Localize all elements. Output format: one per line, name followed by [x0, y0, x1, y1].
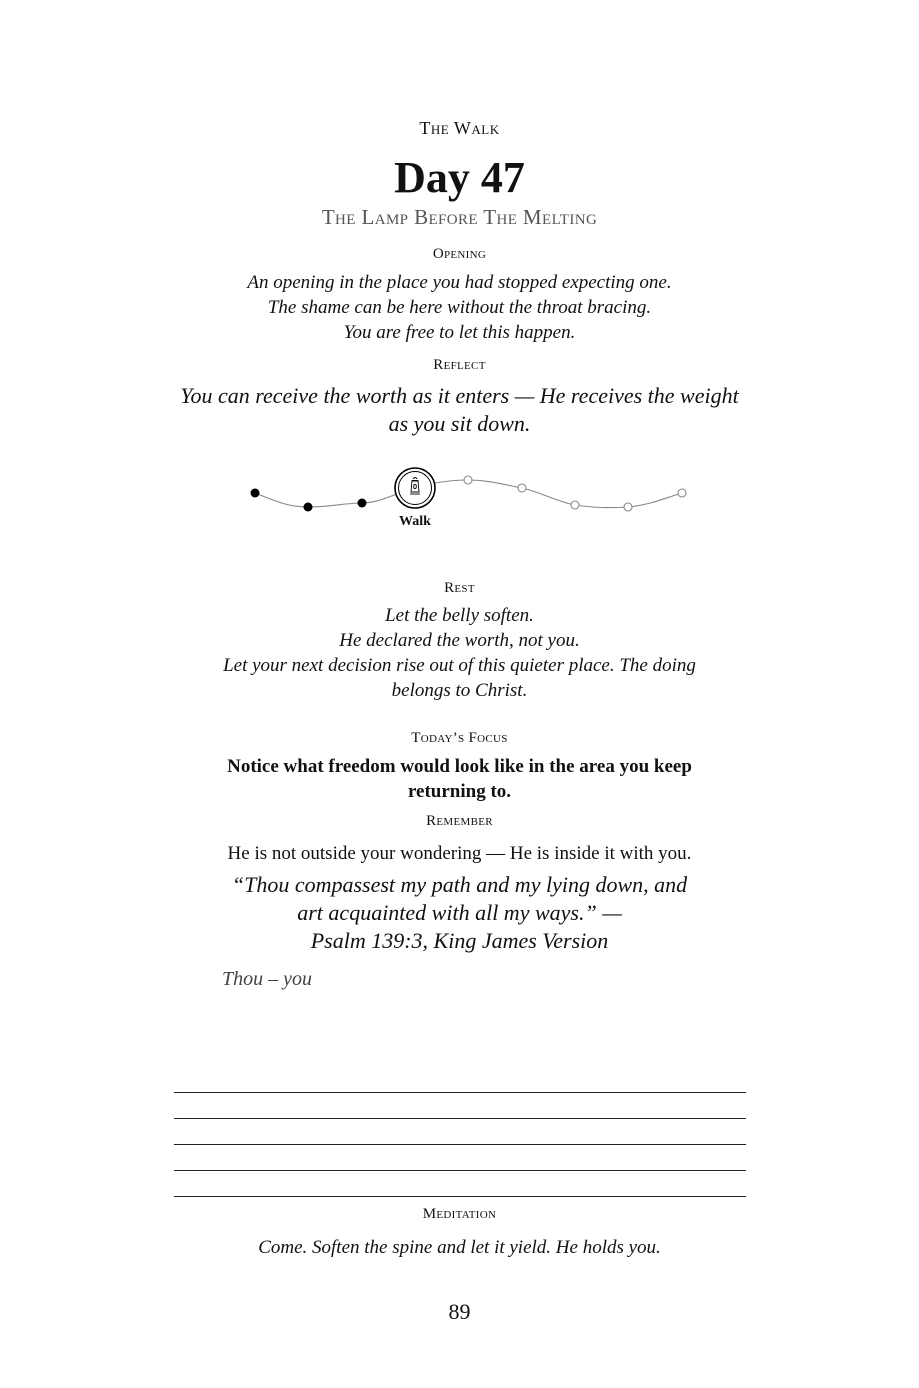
- opening-line: The shame can be here without the throat bracing.: [267, 297, 652, 318]
- opening-line: An opening in the place you had stopped expecting one.: [247, 272, 672, 293]
- scripture-line: art acquainted with all my ways.” —: [297, 900, 622, 925]
- reflect-label: Reflect: [433, 357, 486, 373]
- journal-line[interactable]: [174, 1118, 746, 1119]
- rest-line: Let the belly soften.: [385, 605, 534, 626]
- page-title: Day 47: [394, 153, 525, 202]
- progress-step-upcoming: [464, 476, 472, 484]
- progress-step-upcoming: [571, 501, 579, 509]
- opening-text: [0, 270, 919, 345]
- rest-line: Let your next decision rise out of this quieter place. The doing: [223, 655, 696, 676]
- progress-step-current: [395, 468, 435, 508]
- scripture-line: Psalm 139:3, King James Version: [310, 928, 609, 953]
- journal-line[interactable]: [174, 1170, 746, 1171]
- journal-line[interactable]: [174, 1144, 746, 1145]
- opening-line: You are free to let this happen.: [343, 322, 576, 343]
- remember-label: Remember: [426, 813, 493, 829]
- journal-line[interactable]: [174, 1092, 746, 1093]
- rest-line: belongs to Christ.: [391, 680, 528, 701]
- progress-step-completed: [304, 503, 313, 512]
- focus-line: returning to.: [407, 781, 512, 802]
- rest-label: Rest: [444, 580, 475, 596]
- page-subtitle: The Lamp Before The Melting: [321, 205, 598, 229]
- progress-step-upcoming: [518, 484, 526, 492]
- progress-step-completed: [251, 489, 260, 498]
- progress-current-label: Walk: [399, 514, 431, 529]
- word-gloss: Thou – you: [222, 968, 312, 990]
- progress-path: [0, 455, 919, 535]
- reflect-text: [0, 382, 919, 438]
- focus-line: Notice what freedom would look like in the area you keep: [227, 756, 692, 777]
- journal-line[interactable]: [174, 1196, 746, 1197]
- focus-label: Today’s Focus: [411, 730, 508, 746]
- progress-step-upcoming: [678, 489, 686, 497]
- rest-text: [0, 603, 919, 703]
- scripture-quote: [0, 871, 919, 955]
- progress-step-upcoming: [624, 503, 632, 511]
- remember-text: He is not outside your wondering — He is inside it with you.: [227, 843, 692, 864]
- meditation-text: Come. Soften the spine and let it yield. He holds you.: [258, 1237, 661, 1258]
- book-kicker: The Walk: [419, 118, 500, 138]
- meditation-label: Meditation: [422, 1206, 497, 1222]
- rest-line: He declared the worth, not you.: [339, 630, 580, 651]
- reflect-line: You can receive the worth as it enters — He receives the weight: [180, 383, 739, 408]
- focus-text: [0, 754, 919, 804]
- reflect-line: as you sit down.: [388, 411, 531, 436]
- progress-step-completed: [358, 499, 367, 508]
- opening-label: Opening: [432, 246, 487, 262]
- page-number: 89: [448, 1299, 471, 1324]
- scripture-line: “Thou compassest my path and my lying down, and: [231, 872, 688, 897]
